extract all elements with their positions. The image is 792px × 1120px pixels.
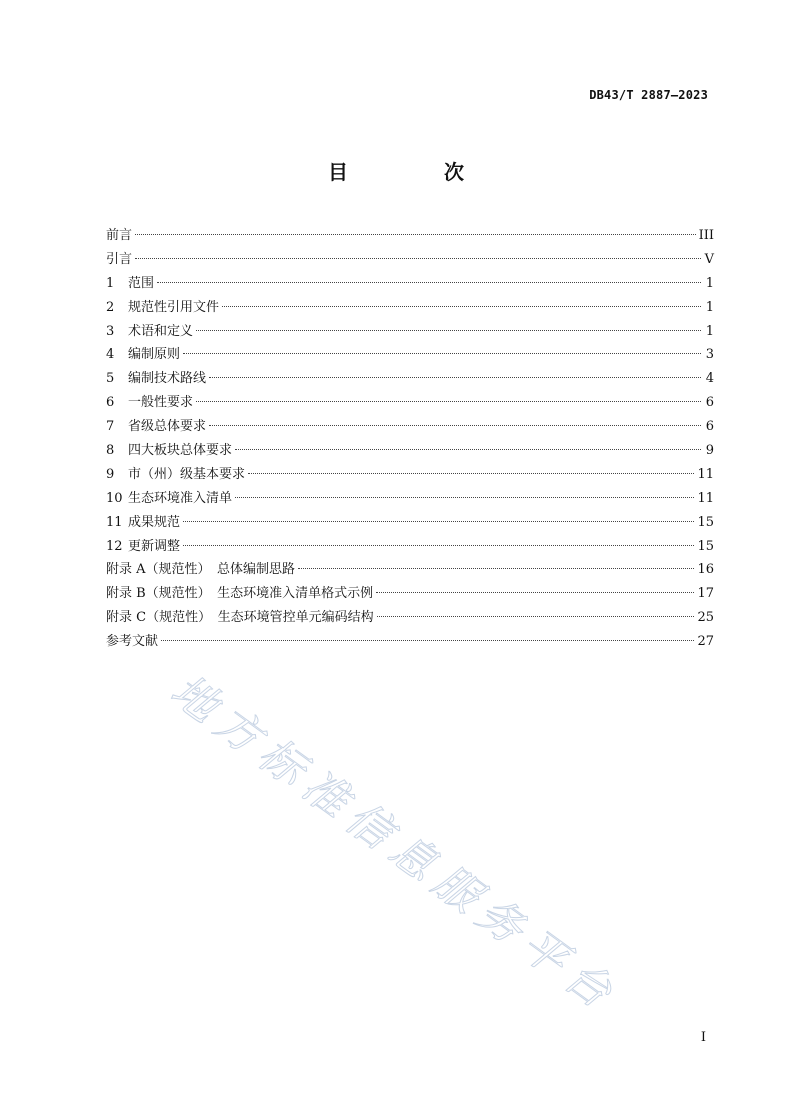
toc-entry-number: 10 — [106, 490, 123, 506]
toc-dot-leader — [183, 545, 694, 546]
toc-dot-leader — [135, 234, 696, 235]
toc-dot-leader — [209, 425, 701, 426]
toc-dot-leader — [248, 473, 694, 474]
toc-entry-page: 1 — [705, 323, 714, 339]
toc-entry[interactable] — [106, 272, 714, 296]
toc-dot-leader — [377, 616, 695, 617]
toc-entry-label: 术语和定义 — [128, 323, 194, 339]
toc-dot-leader — [196, 330, 701, 331]
toc-entry-number: 7 — [106, 419, 115, 435]
toc-entry-number: 11 — [106, 514, 123, 530]
toc-entry[interactable] — [106, 343, 714, 367]
toc-entry-page: 6 — [705, 419, 714, 435]
toc-dot-leader — [161, 640, 694, 641]
page-number: I — [700, 1030, 706, 1045]
toc-entry-label: 四大板块总体要求 — [128, 443, 233, 459]
document-code: DB43/T 2887—2023 — [589, 88, 708, 102]
toc-entry[interactable] — [106, 487, 714, 511]
toc-title: 目 次 — [328, 160, 502, 184]
toc-entry[interactable] — [106, 415, 714, 439]
toc-entry[interactable] — [106, 535, 714, 559]
toc-dot-leader — [196, 401, 701, 402]
toc-entry[interactable] — [106, 367, 714, 391]
toc-entry-number: 12 — [106, 538, 123, 554]
toc-entry-number: 3 — [106, 323, 115, 339]
toc-entry-label: 附录 C（规范性） 生态环境管控单元编码结构 — [106, 610, 374, 626]
toc-dot-leader — [183, 353, 701, 354]
toc-entry-label: 编制原则 — [128, 347, 181, 363]
toc-entry-number: 4 — [106, 347, 115, 363]
toc-entry-label: 附录 B（规范性） 生态环境准入清单格式示例 — [106, 586, 374, 602]
toc-entry-label: 参考文献 — [106, 634, 159, 650]
toc-entry-page: 17 — [697, 586, 714, 602]
toc-entry[interactable] — [106, 582, 714, 606]
toc-dot-leader — [157, 282, 701, 283]
toc-entry-number: 1 — [106, 275, 115, 291]
toc-entry-page: 6 — [705, 395, 714, 411]
toc-entry[interactable] — [106, 463, 714, 487]
toc-entry[interactable] — [106, 320, 714, 344]
toc-entry-number: 6 — [106, 395, 115, 411]
toc-entry-page: 1 — [705, 299, 714, 315]
toc-entry[interactable] — [106, 248, 714, 272]
toc-dot-leader — [235, 497, 694, 498]
toc-entry-page: 4 — [705, 371, 714, 387]
toc-entry-page: 3 — [705, 347, 714, 363]
toc-entry-number: 8 — [106, 443, 115, 459]
toc-entry-label: 市（州）级基本要求 — [128, 466, 246, 482]
toc-dot-leader — [135, 258, 701, 259]
toc-entry-label: 附录 A（规范性） 总体编制思路 — [106, 562, 296, 578]
toc-entry[interactable] — [106, 439, 714, 463]
toc-entry-page: V — [704, 251, 714, 267]
toc-entry-page: III — [698, 228, 714, 243]
toc-entry[interactable] — [106, 558, 714, 582]
toc-entry[interactable] — [106, 630, 714, 654]
toc-entry-label: 一般性要求 — [128, 395, 194, 411]
toc-entry-label: 规范性引用文件 — [128, 299, 220, 315]
toc-entry[interactable] — [106, 391, 714, 415]
toc-entry-page: 11 — [697, 490, 714, 506]
toc-entry-number: 5 — [106, 371, 115, 387]
toc-entry[interactable] — [106, 224, 714, 248]
toc-dot-leader — [222, 306, 701, 307]
toc-entry-number: 2 — [106, 299, 115, 315]
toc-entry-label: 生态环境准入清单 — [128, 490, 233, 506]
toc-entry[interactable] — [106, 606, 714, 630]
toc-entry-page: 15 — [697, 538, 714, 554]
toc-dot-leader — [183, 521, 694, 522]
toc-entry-page: 25 — [697, 610, 714, 626]
table-of-contents — [106, 224, 714, 654]
toc-entry-label: 引言 — [106, 251, 133, 267]
toc-entry-page: 27 — [697, 634, 714, 650]
toc-entry[interactable] — [106, 511, 714, 535]
toc-entry-label: 范围 — [128, 275, 155, 291]
toc-entry-page: 1 — [705, 275, 714, 291]
toc-entry-page: 9 — [705, 443, 714, 459]
toc-dot-leader — [298, 568, 694, 569]
toc-entry-page: 11 — [697, 466, 714, 482]
toc-dot-leader — [209, 377, 701, 378]
toc-entry-number: 9 — [106, 466, 115, 482]
toc-dot-leader — [235, 449, 701, 450]
toc-entry[interactable] — [106, 296, 714, 320]
toc-entry-page: 16 — [697, 562, 714, 578]
watermark-text: 地方标准信息服务平台 — [161, 664, 629, 1024]
toc-entry-label: 成果规范 — [128, 514, 181, 530]
toc-entry-label: 省级总体要求 — [128, 419, 207, 435]
toc-entry-label: 前言 — [106, 228, 133, 243]
toc-entry-page: 15 — [697, 514, 714, 530]
toc-entry-label: 编制技术路线 — [128, 371, 207, 387]
toc-dot-leader — [376, 592, 694, 593]
toc-entry-label: 更新调整 — [128, 538, 181, 554]
